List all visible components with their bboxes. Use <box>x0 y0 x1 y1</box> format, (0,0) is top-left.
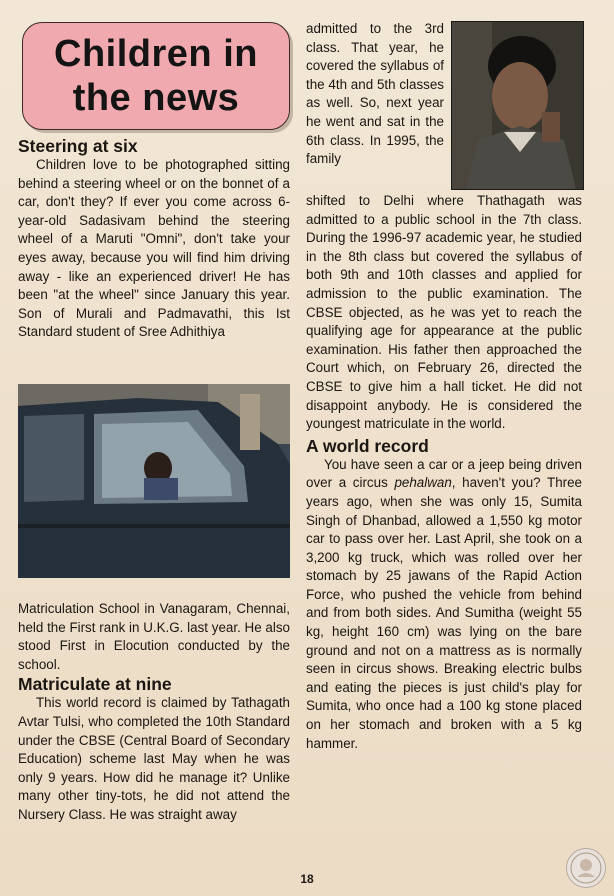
steering-paragraph-1: Children love to be photographed sitting behind a steering wheel or on the bonnet of a car, don't they? If ever you come across 6-year-old Sadasivam behind the steering wheel of a Maruti "Omni", don't take your eyes away, because you will find him driving away - like an experienced driver! He has been "at the wheel" since January this year. Son of Murali and Padmavathi, this Ist Standard student of Sree Adhithiya <box>18 157 290 340</box>
section-steering-continued <box>18 600 290 825</box>
portrait-illustration <box>452 22 583 189</box>
logo-shape <box>567 849 605 887</box>
world-record-italic-word: pehalwan <box>394 475 452 491</box>
matriculate-text-beside-photo <box>306 20 444 169</box>
section-steering <box>18 136 290 342</box>
publisher-logo-icon <box>566 848 606 888</box>
matriculate-paragraph-2: admitted to the 3rd class. That year, he covered the syllabus of the 4th and 5th classes as well. So, next year he went and sat in the 6th class. In 1995, the family <box>306 21 444 167</box>
title-line-1: Children in <box>54 33 258 75</box>
heading-matriculate-at-nine: Matriculate at nine <box>18 674 172 695</box>
car-photo-illustration <box>18 384 290 578</box>
heading-a-world-record: A world record <box>306 435 429 456</box>
matriculate-paragraph-3: shifted to Delhi where Thathagath was admitted to a public school in the 7th class. During the 1996-97 academic year, he studied in the 8th class but covered the syllabus of both 9th and 10th classes and applied for admission to the public examination. The CBSE objected, as he was yet to reach the qualifying age for appearance at the public examination. His father then approached the Court which, on February 26, directed the CBSE to give him a hall ticket. He did not disappoint anybody. He is considered the youngest matriculate in the world. <box>306 193 582 432</box>
steering-paragraph-2: Matriculation School in Vanagaram, Chennai, held the First rank in U.K.G. last year. He also stood First in Elocution conducted by the school. <box>18 601 290 672</box>
title-line-2: the news <box>72 77 240 119</box>
world-record-paragraph <box>306 456 582 754</box>
photo-boy-driving-car <box>18 384 290 578</box>
heading-steering-at-six: Steering at six <box>18 136 138 156</box>
page-number: 18 <box>300 872 314 886</box>
world-record-text-end: , haven't you? Three years ago, when she was only 15, Sumita Singh of Dhanbad, allowed a 1,550 kg motor car to pass over her. Last April, she took on a 3,200 kg truck, which was rolled over her stomach by 25 jawans of the Rapid Action Force, who pushed the vehicle from behind and from both sides. And Sumitha (weight 55 kg, height 160 cm) was lying on the bare ground and not on a mattress as is normally seen in circus shows. Breaking electric bulbs and eating the pieces is just child's play for Sumita, who once had a 100 kg stone placed on her stomach and broken with a 5 kg hammer. <box>306 475 583 751</box>
title-box <box>22 22 290 130</box>
matriculate-paragraph-1: This world record is claimed by Tathagath Avtar Tulsi, who completed the 10th Standard under the CBSE (Central Board of Secondary Education) scheme last May when he was only 9 years. How did he manage it? Unlike many other tiny-tots, he did not attend the Nursery Class. He was straight away <box>18 695 290 822</box>
world-record-text-start: You have seen a car or a jeep being driven over a circus <box>306 456 582 491</box>
matriculate-continued <box>306 192 582 753</box>
photo-tathagath-portrait <box>451 21 584 190</box>
